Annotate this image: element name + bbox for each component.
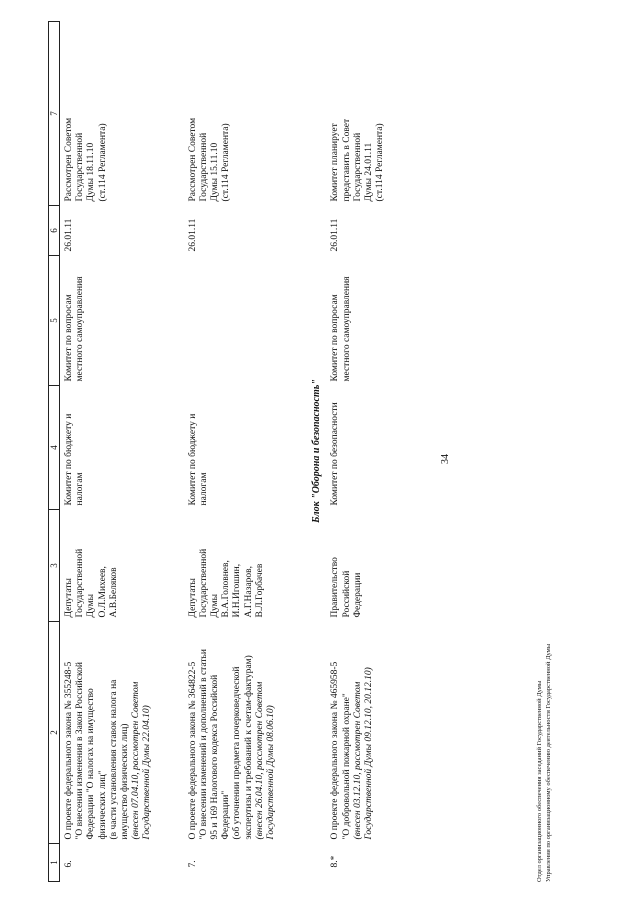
initiator-line: Депутаты [187,578,198,618]
page-number: 34 [440,454,451,464]
block-title: Блок "Оборона и безопасность" [311,379,323,523]
initiator-line: Думы [210,594,221,618]
bill-line: Федерации" [221,790,232,840]
column-number-7: 7 [49,22,60,206]
bills-table [48,21,390,882]
bill-line: имущество физических лиц) [120,723,131,840]
footer-line-1: Отдел организационного обеспечения заседаний Государственной Думы [536,680,543,882]
co-committee: Комитет по вопросам местного самоуправления [330,276,352,382]
initiator-line: А.В.Беляков [108,567,119,618]
row-number: 8.* [330,855,341,868]
initiator-line: Федерации [352,572,363,618]
table-row [60,22,158,882]
column-number-6: 6 [49,206,60,256]
co-committee: Комитет по вопросам местного самоуправления [64,276,86,382]
bill-line: "О добровольной пожарной охране" [341,693,352,840]
footer [536,644,553,882]
co-committee [184,256,282,386]
block-heading-row [307,22,326,882]
row-number: 7. [187,860,198,868]
bill-line: О проекте федерального закона № 364822-5 [187,661,198,840]
bill-line: (об уточнении предмета почерковедческой [232,666,243,840]
column-number-row [49,22,60,882]
initiator-line: А.Г.Назаров, [243,566,254,618]
bill-line: экспертизы и требований к счетам-фактурам) [243,655,254,840]
row-number: 6. [64,860,74,868]
status-line: Думы 24.01.11 [364,142,375,202]
initiator [326,510,390,622]
initiator [184,510,282,622]
bill-line: 95 и 169 Налогового кодекса Российской [210,674,221,840]
table-row [326,22,390,882]
initiator-line: Российской [341,570,352,618]
rotated-page [48,22,588,882]
table-row [184,22,282,882]
status-line: Государственной [75,132,86,202]
initiator-line: О.Л.Михеев, [97,566,108,618]
row-spacer [158,22,184,882]
status-line: Государственной [198,132,209,202]
status-line: (ст.114 Регламента) [375,123,386,202]
date: 26.01.11 [187,218,198,252]
lead-committee: Комитет по бюджету и налогам [64,413,86,506]
bill-line: (в части установления ставок налога на [108,679,119,840]
footer-line-2: Управления по организационному обеспечению деятельности Государственной Думы [544,643,552,882]
date: 26.01.11 [330,218,341,252]
status-line: представить в Совет [341,118,352,202]
bill-line: О проекте федерального закона № 465958-5 [330,661,341,840]
column-number-2: 2 [49,622,60,844]
bill-line: "О внесении изменения в Закон Российской [75,662,86,840]
status-line: (ст.114 Регламента) [97,123,108,202]
bill-description [60,622,158,844]
initiator-line: Правительство [330,557,341,618]
column-number-3: 3 [49,510,60,622]
status [326,22,390,206]
bill-note: (внесен 07.04.10, рассмотрен Советом Государственной Думы 22.04.10) [131,681,153,840]
initiator-line: Государственной [198,548,209,618]
bill-description [184,622,282,844]
status [184,22,282,206]
bill-line: Федерации "О налогах на имущество [86,688,97,840]
bill-note: (внесен 03.12.10, рассмотрен Советом Государственной Думы 09.12.10, 20.12.10) [352,667,375,840]
lead-committee: Комитет по безопасности [330,402,341,506]
initiator-line: В.Л.Горбачев [254,563,265,618]
status-line: Государственной [352,132,363,202]
status-line: Рассмотрен Советом [187,117,198,202]
bill-note: (внесен 26.04.10, рассмотрен Советом Государственной Думы 08.06.10) [254,681,277,840]
lead-committee: Комитет по бюджету и налогам [187,413,209,506]
column-number-1: 1 [49,844,60,882]
initiator-line: Думы [86,594,97,618]
status-line: Рассмотрен Советом [64,117,74,202]
status [60,22,158,206]
status-line: Комитет планирует [330,123,341,202]
bill-line: физических лиц" [97,770,108,840]
initiator-line: И.Н.Игошин, [232,563,243,618]
column-number-5: 5 [49,256,60,386]
status-line: Думы 18.11.10 [86,142,97,202]
status-line: Думы 15.11.10 [210,142,221,202]
bill-description [326,622,390,844]
date: 26.01.11 [64,218,74,252]
initiator [60,510,158,622]
status-line: (ст.114 Регламента) [221,123,232,202]
column-number-4: 4 [49,386,60,510]
initiator-line: Депутаты [64,578,74,618]
row-spacer [281,22,307,882]
bill-line: "О внесении изменений и дополнений в статьи [198,649,209,840]
bill-line: О проекте федерального закона № 355248-5 [64,661,74,840]
initiator-line: В.А.Головнев, [221,560,232,618]
initiator-line: Государственной [75,548,86,618]
